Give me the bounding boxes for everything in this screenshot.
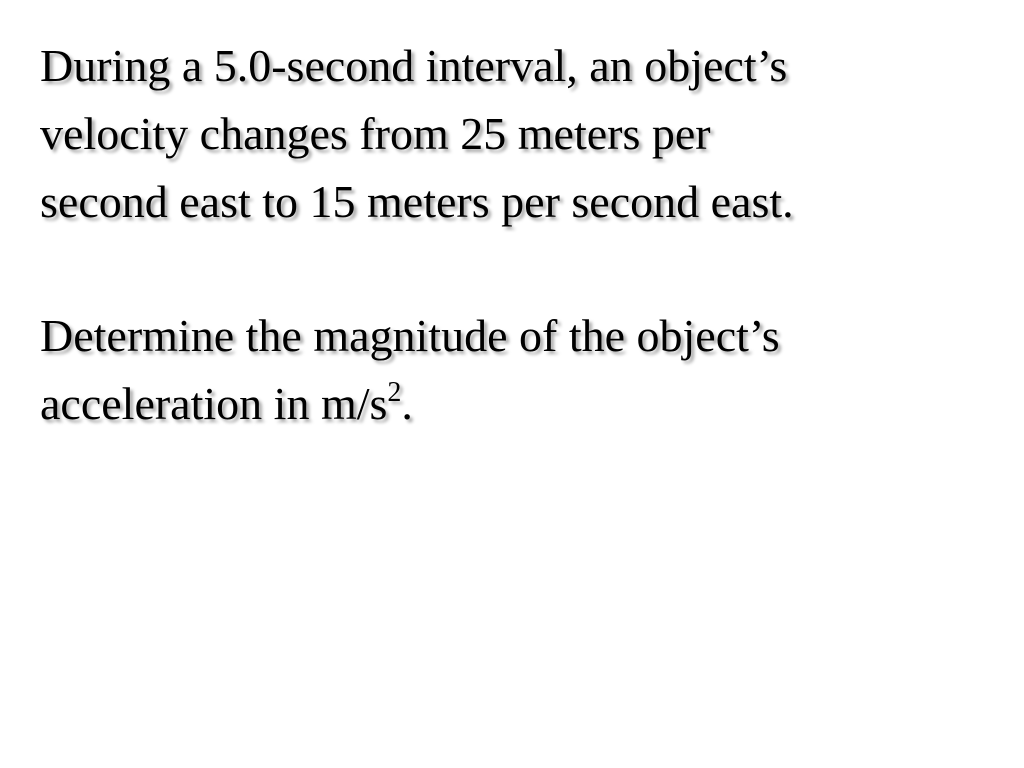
statement-line-3: second east to 15 meters per second east. bbox=[40, 176, 794, 227]
question-line-2 bbox=[40, 370, 1000, 438]
question bbox=[40, 302, 1000, 438]
statement-line-2: velocity changes from 25 meters per bbox=[40, 108, 711, 159]
unit-exponent: 2 bbox=[387, 377, 402, 408]
question-line-2-end: . bbox=[401, 378, 413, 429]
statement-line-1: During a 5.0-second interval, an object’s bbox=[40, 40, 788, 91]
question-line-1: Determine the magnitude of the object’s bbox=[40, 310, 780, 361]
problem-statement bbox=[40, 32, 1000, 236]
question-line-2-text: acceleration in m/s bbox=[40, 378, 388, 429]
